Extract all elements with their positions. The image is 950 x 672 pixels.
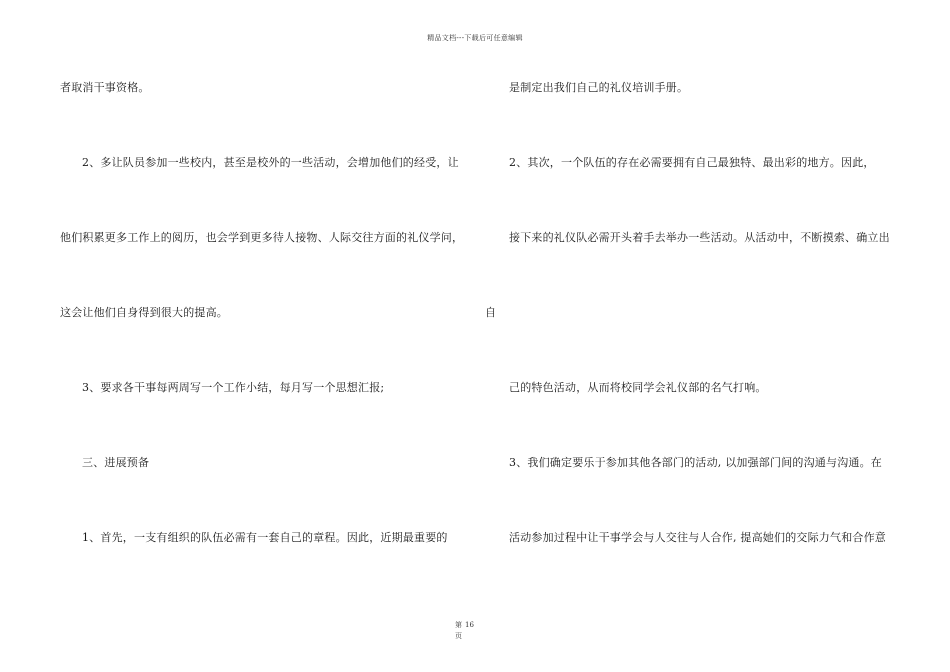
center-stray-char: 自 — [485, 306, 497, 319]
footer-suffix: 页 — [455, 632, 462, 640]
page-header: 精品文档---下载后可任意编辑 — [427, 34, 523, 42]
left-line-5: 3、要求各干事每两周写一个工作小结，每月写一个思想汇报; — [82, 381, 385, 394]
right-line-5: 3、我们确定要乐于参加其他各部门的活动, 以加强部门间的沟通与沟通。在 — [509, 456, 882, 469]
left-line-3: 他们积累更多工作上的阅历，也会学到更多待人接物、人际交往方面的礼仪学问， — [60, 231, 464, 244]
right-line-2: 2、其次，一个队伍的存在必需要拥有自己最独特、最出彩的地方。因此， — [509, 156, 875, 169]
right-line-3: 接下来的礼仪队必需开头着手去举办一些活动。从活动中，不断摸索、确立出 — [509, 231, 890, 244]
right-line-6: 活动参加过程中让干事学会与人交往与人合作, 提高她们的交际力气和合作意 — [509, 531, 886, 544]
left-line-1: 者取消干事资格。 — [60, 81, 150, 94]
left-line-7: 1、首先，一支有组织的队伍必需有一套自己的章程。因此，近期最重要的 — [82, 531, 448, 544]
left-line-4: 这会让他们自身得到很大的提高。 — [60, 306, 228, 319]
page-number: 16 — [465, 621, 474, 629]
right-line-4: 己的特色活动，从而将校同学会礼仪部的名气打响。 — [509, 381, 767, 394]
right-line-1: 是制定出我们自己的礼仪培训手册。 — [509, 81, 689, 94]
left-line-2: 2、多让队员参加一些校内，甚至是校外的一些活动，会增加他们的经受，让 — [82, 156, 459, 169]
left-line-6: 三、进展预备 — [82, 456, 150, 469]
footer-prefix: 第 — [455, 621, 462, 629]
page-footer — [455, 620, 474, 642]
